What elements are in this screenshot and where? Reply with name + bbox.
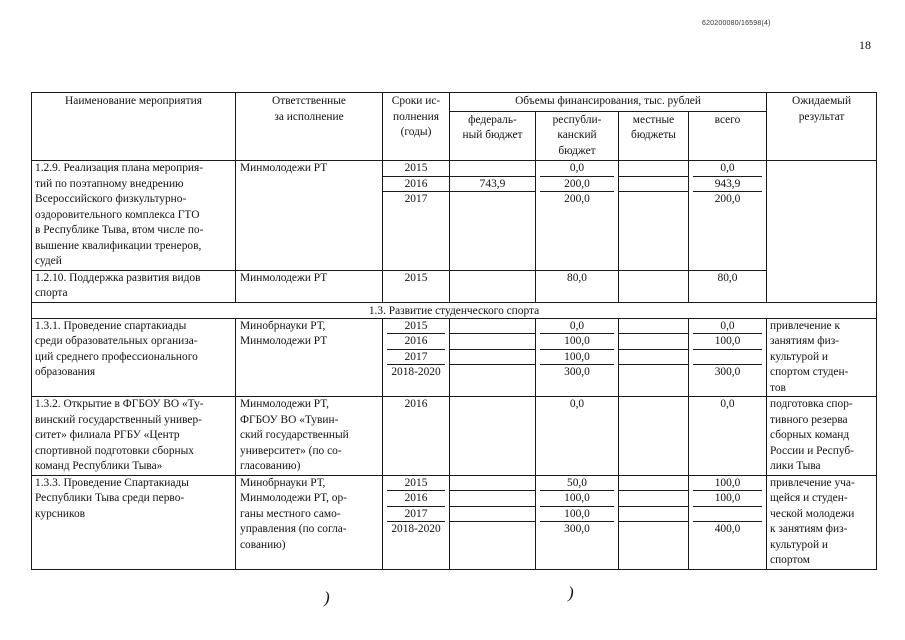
cell-responsible: Минмолодежи РТ, ФГБОУ ВО «Тувин- ский государственный университет» (по со- гласованию): [236, 397, 383, 476]
table-row: [32, 161, 877, 271]
cell-years: 2015 2016 2017 2018-2020: [383, 475, 450, 569]
cell-years: 2015: [383, 270, 450, 302]
section-title: 1.3. Развитие студенческого спорта: [32, 302, 877, 318]
cell-result: привлечение уча- щейся и студен- ческой молодежи к занятиям физ- культурой и спортом: [767, 475, 877, 569]
cell-federal: [450, 318, 536, 397]
cell-federal: [450, 397, 536, 476]
cell-republic: 0,0: [536, 397, 619, 476]
cell-years: 2015 2016 2017 2018-2020: [383, 318, 450, 397]
page-number: 18: [859, 38, 871, 52]
cell-responsible: Минобрнауки РТ, Минмолодежи РТ: [236, 318, 383, 397]
cell-total: 0,0 100,0 300,0: [689, 318, 767, 397]
cell-total: 0,0 943,9 200,0: [689, 161, 767, 271]
table-row: [32, 270, 877, 302]
cell-republic: 0,0 100,0 100,0 300,0: [536, 318, 619, 397]
table-row: [32, 318, 877, 397]
cell-result: привлечение к занятиям физ- культурой и спортом студен- тов: [767, 318, 877, 397]
cell-local: [619, 397, 689, 476]
cell-name: 1.3.2. Открытие в ФГБОУ ВО «Ту- винский государственный универ- ситет» филиала РГБУ «Центр спортивной подготовки сборных команд Республики Тыва»: [32, 397, 236, 476]
cell-local: [619, 475, 689, 569]
section-row: [32, 302, 877, 318]
cell-local: [619, 161, 689, 271]
header-result: Ожидаемый результат: [767, 93, 877, 161]
header-responsible: Ответственные за исполнение: [236, 93, 383, 161]
header-name: Наименование мероприятия: [32, 93, 236, 161]
cell-federal: [450, 270, 536, 302]
cell-responsible: Минмолодежи РТ: [236, 270, 383, 302]
table-body: [32, 161, 877, 570]
cell-responsible: Минмолодежи РТ: [236, 161, 383, 271]
cell-years: 2015 2016 2017: [383, 161, 450, 271]
cell-federal: [450, 475, 536, 569]
cell-total: 0,0: [689, 397, 767, 476]
cell-federal: 743,9: [450, 161, 536, 271]
cell-name: 1.3.3. Проведение Спартакиады Республики Тыва среди перво- курсников: [32, 475, 236, 569]
cell-total: 100,0 100,0 400,0: [689, 475, 767, 569]
table-row: [32, 397, 877, 476]
cell-republic: 50,0 100,0 100,0 300,0: [536, 475, 619, 569]
cell-total: 80,0: [689, 270, 767, 302]
cell-local: [619, 318, 689, 397]
header-local: местные бюджеты: [619, 111, 689, 161]
cell-result: подготовка спор- тивного резерва сборных команд России и Респуб- лики Тыва: [767, 397, 877, 476]
document-id: 620200080/16598(4): [702, 20, 771, 27]
cell-republic: 0,0 200,0 200,0: [536, 161, 619, 271]
handwritten-mark: ): [568, 583, 574, 602]
handwritten-mark: ): [324, 588, 330, 607]
header-total: всего: [689, 111, 767, 161]
cell-republic: 80,0: [536, 270, 619, 302]
cell-name: 1.2.10. Поддержка развития видов спорта: [32, 270, 236, 302]
cell-name: 1.2.9. Реализация плана мероприя- тий по поэтапному внедрению Всероссийского физкультурно- оздоровительного комплекса ГТО в Республике Тыва, втом числе по- вышение квалификации тренеров, судей: [32, 161, 236, 271]
cell-local: [619, 270, 689, 302]
cell-result: [767, 161, 877, 303]
table-row: [32, 475, 877, 569]
header-terms: Сроки ис- полнения (годы): [383, 93, 450, 161]
header-republic: республи- канский бюджет: [536, 111, 619, 161]
cell-responsible: Минобрнауки РТ, Минмолодежи РТ, ор- ганы местного само- управления (по согла- сованию): [236, 475, 383, 569]
cell-name: 1.3.1. Проведение спартакиады среди образовательных организа- ций среднего профессионального образования: [32, 318, 236, 397]
funding-table: [31, 92, 877, 570]
header-funding-group: Объемы финансирования, тыс. рублей: [450, 93, 767, 112]
header-federal: федераль- ный бюджет: [450, 111, 536, 161]
cell-years: 2016: [383, 397, 450, 476]
